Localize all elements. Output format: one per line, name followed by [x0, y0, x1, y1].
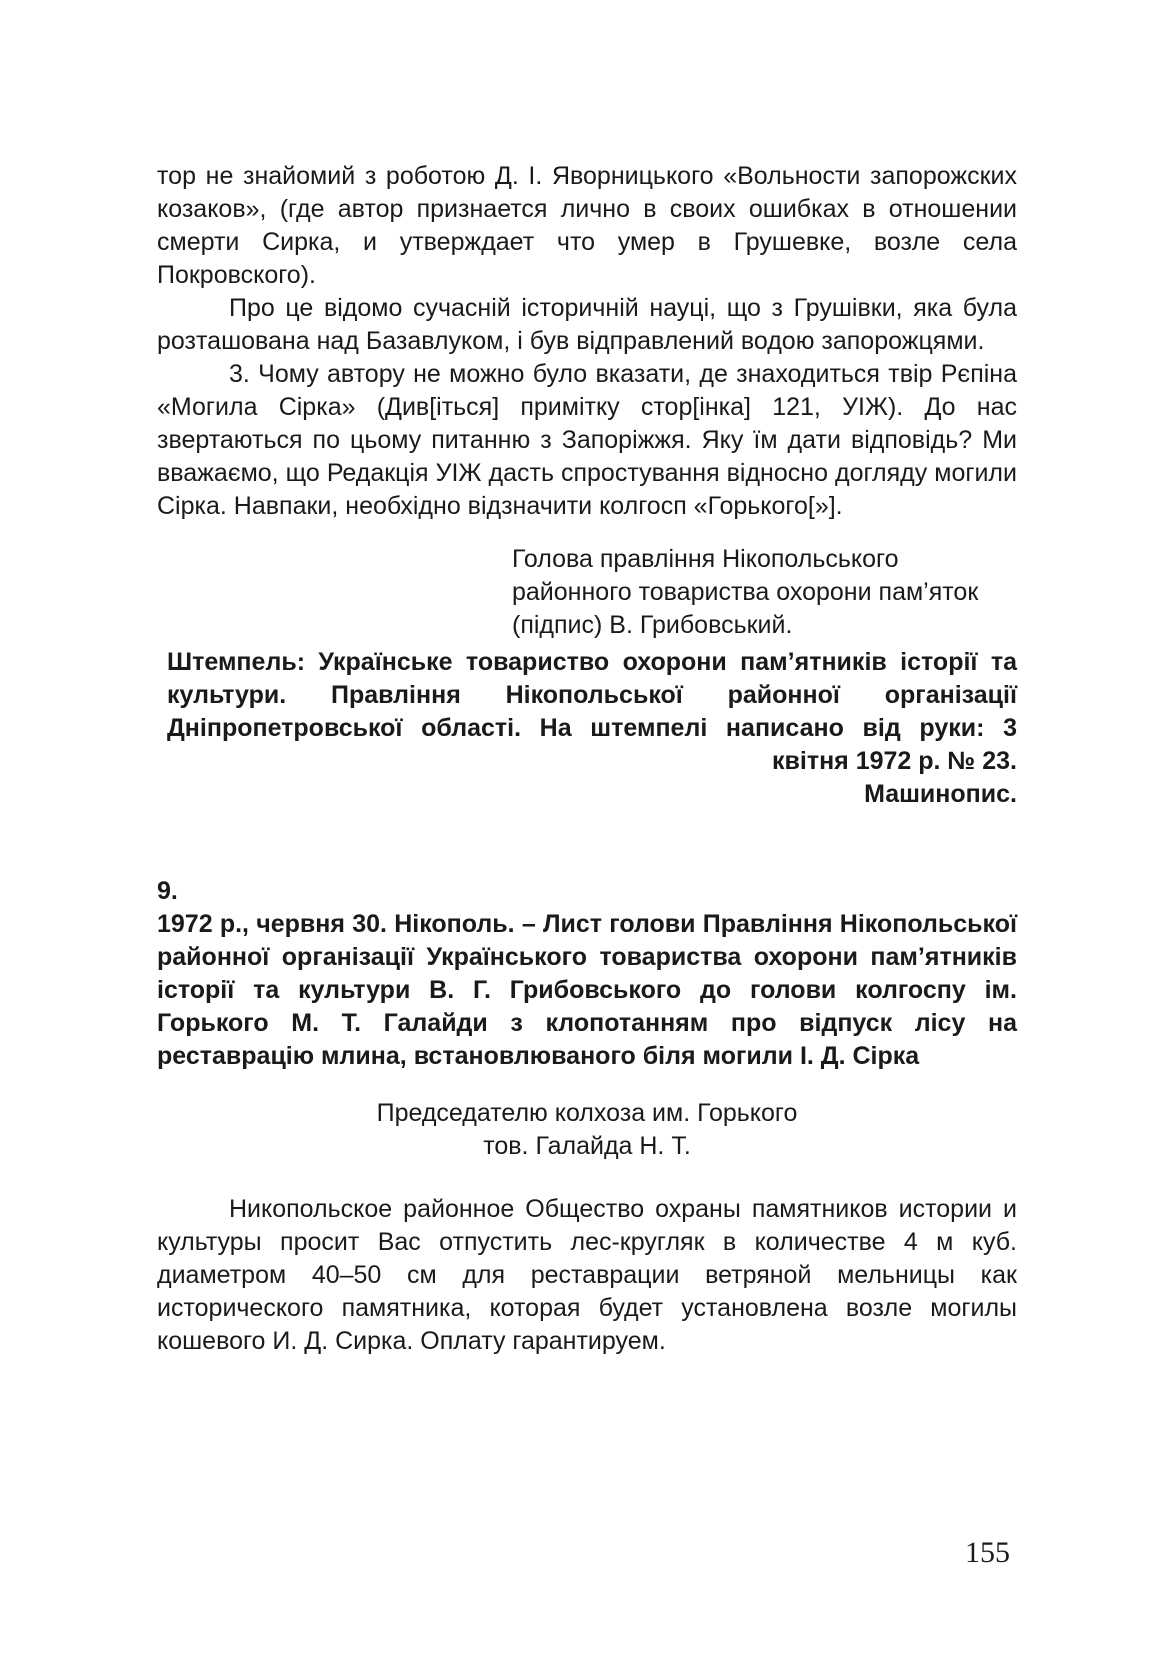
paragraph-grushivka: Про це відомо сучасній історичній науці, що з Грушівки, яка була розташована над Базавлуком, і був відправлений водою запорожцями. [157, 294, 1017, 355]
signature-block [512, 543, 1017, 642]
addressee-line-1: Председателю колхоза им. Горького [376, 1099, 798, 1127]
document-number: 9. [157, 877, 178, 905]
page-body [157, 160, 1017, 1358]
paragraph-continuation: тор не знайомий з роботою Д. І. Яворницького «Вольности запорожских козаков», (где автор признается лично в своих ошибках в отношении смерти Сирка, и утверждает что умер в Грушевке, возле села Покровского). [157, 162, 1017, 289]
signature-line-1: Голова правління Нікопольського [512, 545, 899, 573]
signature-line-2: районного товариства охорони пам’яток [512, 578, 979, 606]
paragraph-question-3: 3. Чому автору не можно було вказати, де знаходиться твір Рєпіна «Могила Сірка» (Див[іться] примітку стор[інка] 121, УІЖ). До нас звертаються по цьому питанню з Запоріжжя. Яку їм дати відповідь? Ми вважаємо, що Редакція УІЖ дасть спростування відносно догляду могили Сірка. Навпаки, необхідно відзначити колгосп «Горького[»]. [157, 360, 1017, 520]
letter-text: Никопольское районное Общество охраны памятников истории и культуры просит Вас отпустить лес-кругляк в количестве 4 м куб. диаметром 40–50 см для реставрации ветряной мельницы как исторического памятника, которая будет установлена возле могилы кошевого И. Д. Сирка. Оплату гарантируем. [157, 1195, 1017, 1355]
signature-line-3: (підпис) В. Грибовський. [512, 611, 793, 639]
stamp-description: Штемпель: Українське товариство охорони пам’ятників історії та культури. Правління Нікопольської районної організації Дніпропетровської області. На штемпелі написано від руки: 3 квітня 1972 р. № 23. [167, 648, 1017, 775]
addressee-block [157, 1097, 1017, 1163]
typescript-note: Машинопис. [864, 780, 1017, 808]
addressee-line-2: тов. Галайда Н. Т. [483, 1132, 691, 1160]
page-number: 155 [965, 1536, 1010, 1569]
document-title: 1972 р., червня 30. Нікополь. – Лист голови Правління Нікопольської районної організації Українського товариства охорони пам’ятників історії та культури В. Г. Грибовського до голови колгоспу ім. Горького М. Т. Галайди з клопотанням про відпуск лісу на реставрацію млина, встановлюваного біля могили І. Д. Сірка [157, 910, 1017, 1070]
